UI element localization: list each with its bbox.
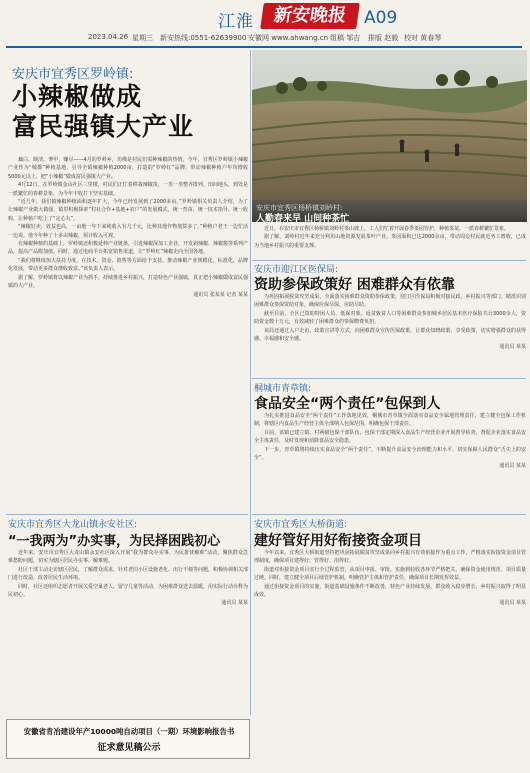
sec4-kicker: 安庆市宜秀区大龙山镇永安社区:: [8, 520, 138, 530]
lead-paragraph: 藕白、映清、蓼甲，赚尽——4月的罗岭乡，仿佛是村民们需种辣椒的热情。今年，宜秀区罗岭镇小辣椒产业作为“城都”种植基地，引导全镇辣椒种植2000亩，打造的“罗岭红”品牌，带动辣椒种植户年均增收5000元以上，把“小辣椒”做成富民强镇大产业。: [8, 157, 248, 180]
sec2-kicker: 安庆市迎江区医保局:: [254, 265, 339, 275]
masthead-region: 江淮: [218, 12, 254, 32]
public-notice-box: [6, 719, 250, 759]
typesetter: 排版 赵毅: [368, 34, 399, 42]
dateline: [0, 33, 530, 45]
tea-field-image: [252, 50, 527, 200]
lead-paragraph: 4月12日，在罗岭镇金山社区三里楼，村民们正忙着移栽辣椒苗，一垄一垄整齐排列。田间地头，到处是一派繁忙的春耕景象，为今年丰收打下坚实基础。: [8, 182, 248, 197]
sec2-byline: 通讯员 某某: [499, 344, 526, 351]
notice-title-line1: 安徽省肯冶建设年产10000吨自动项目（一期）环境影响报告书: [23, 727, 235, 736]
page-number: A09: [364, 8, 398, 28]
tea-field-photo: [252, 50, 527, 200]
lead-headline: [12, 82, 194, 142]
column-divider: [250, 50, 251, 715]
sec2-headline: 资助参保政策好 困难群众有依靠: [254, 277, 455, 293]
sec3-paragraph: 下一步，青草镇将持续压实食品安全“两个责任”，不断提升食品安全治理能力和水平，切实保障人民群众“舌尖上的安全”。: [254, 446, 526, 462]
sec4-paragraph: 同时，社区还组织志愿者开展关爱空巢老人、留守儿童等活动，为困难群众送去温暖，用实际行动诠释为民初心。: [8, 583, 248, 599]
lead-paragraph: 在辣椒种植的基础上，罗岭镇还积极延伸产业链条，引进辣椒深加工企业，开发剁辣椒、辣椒酱等系列产品，提高产品附加值。同时，通过电商平台拓宽销售渠道，让“罗岭红”辣椒走向全国各地。: [8, 241, 248, 256]
tea-story-body: [254, 225, 526, 257]
sec4-byline: 通讯员 某某: [221, 600, 248, 607]
sec2-paragraph: 该局还通过入户走访、政策宣讲等方式，向困难群众宣传医保政策，让群众知晓政策、享受政策，切实增强群众的获得感、幸福感和安全感。: [254, 327, 526, 343]
sec3-body: [254, 412, 526, 512]
sec3-byline: 通讯员 某某: [499, 463, 526, 470]
lead-paragraph: “近几年，我们镇辣椒种植面积逐年扩大，今年已经发展到了2000多亩。”罗岭镇相关负责人介绍，为了让辣椒产业做大做强，镇里积极探索“村社合作+基地+农户”的发展模式，统一育苗、统一技术指导、统一收购，让种植户吃上了“定心丸”。: [8, 199, 248, 222]
sec4-paragraph: 近年来，安庆市宜秀区大龙山镇永安社区深入开展“我为群众办实事、为民排忧解难”活动，聚焦群众急难愁盼问题，切实为辖区居民办实事、解难题。: [8, 550, 248, 565]
sec5-paragraph: 通过衔接资金项目的实施，街道基础设施条件不断改善，特色产业持续发展，群众收入稳步增长，乡村振兴取得了明显成效。: [254, 583, 526, 599]
hotline: 新安热线:0551-62639900: [160, 34, 247, 42]
sec2-body: [254, 293, 526, 375]
masthead: [0, 0, 530, 36]
lead-kicker: 安庆市宜秀区罗岭镇:: [12, 67, 134, 82]
editor: 组稿 邹吉: [330, 34, 361, 42]
sec3-paragraph: 为扎实推进食品安全“两个责任”工作落地见效，桐城市青草镇全面落实食品安全属地管理责任，建立健全包保工作机制，将辖区内食品生产经营主体全部纳入包保范围，明确包保干部责任。: [254, 413, 526, 428]
sec4-body: [8, 549, 248, 714]
photo-caption-kicker: 安庆市宜秀区杨桥镇刘岭村:: [256, 204, 343, 212]
photo-caption-title: 人勤春来早 山间种茶忙: [256, 214, 350, 224]
lead-headline-line1: 小辣椒做成: [12, 82, 143, 111]
lead-paragraph: “辣椒好卖，效益也高，一亩地一年下来纯收入有几千元，比种其他作物划算多了。”种植户老王一边忙活一边说。他今年种了十多亩辣椒，预计收入可观。: [8, 224, 248, 239]
lead-byline: 通讯员 张某某 记者 某某: [193, 291, 248, 298]
sec5-paragraph: 今年以来，宜秀区大桥街道坚持把巩固拓展脱贫攻坚成果同乡村振兴有效衔接作为重点工作，严格落实衔接资金项目管理制度，确保项目建得好、管得好、用得好。: [254, 550, 526, 565]
issue-weekday: 星期三: [132, 34, 153, 42]
sec4-paragraph: 社区干部主动走访辖区居民，了解群众需求，针对老旧小区设施老化、出行不便等问题，积极协调相关部门进行改造，改善居民生活环境。: [8, 566, 248, 582]
section-divider: [6, 514, 248, 515]
section-divider: [252, 260, 526, 261]
sec2-paragraph: 为巩固拓展脱贫攻坚成果，全面落实困难群众资助参保政策，迎江区医保局积极对接民政、乡村振兴等部门，精准识别困难群众参保资助对象，确保应保尽保、应助尽助。: [254, 294, 526, 309]
website: 安徽网 www.ahwang.cn: [248, 34, 329, 42]
sec3-kicker: 桐城市青草镇:: [254, 384, 312, 394]
sec4-headline: “一我两为”办实事，为民择困践初心: [8, 534, 221, 549]
sec5-headline: 建好管好用好衔接资金项目: [254, 533, 422, 549]
issue-date: 2023.04.26: [88, 33, 129, 41]
masthead-rule: [6, 46, 522, 48]
tea-paragraph: 据了解，刘岭村近年来充分利用山地资源发展茶叶产业，茶园面积已达2000余亩，带动周边村民就近务工增收，已成为当地乡村振兴的重要支撑。: [254, 234, 526, 249]
sec5-byline: 通讯员 某某: [499, 600, 526, 607]
lead-paragraph: “我们将继续加大扶持力度，在技术、资金、销售等方面给予支持，推动辣椒产业规模化、标准化、品牌化发展，带动更多群众增收致富。”该负责人表示。: [8, 257, 248, 273]
proofreader: 校对 黄春琴: [404, 34, 442, 42]
notice-title-line2: 征求意见稿公示: [97, 743, 161, 753]
section-divider: [252, 514, 526, 515]
sec3-headline: 食品安全“两个责任”包保到人: [254, 396, 441, 412]
newspaper-logo: 新安晚报: [260, 3, 360, 29]
section-divider: [252, 378, 526, 379]
sec3-paragraph: 目前，该镇已建立镇、村两级包保干部队伍，包保干部定期深入食品生产经营企业开展督导检查，督促企业落实食品安全主体责任，及时发现和消除食品安全隐患。: [254, 429, 526, 445]
lead-paragraph: 据了解，罗岭镇将以辣椒产业为抓手，持续推进乡村振兴，打造特色产业强镇，真正把小辣椒做成富民强镇的大产业。: [8, 274, 248, 290]
sec2-paragraph: 截至目前，全区已资助特困人员、低保对象、返贫致贫人口等困难群众参加城乡居民基本医疗保险共计3000余人，资助资金数十万元，有效减轻了困难群众的参保缴费负担。: [254, 310, 526, 326]
sec5-kicker: 安庆市宜秀区大桥街道:: [254, 520, 348, 530]
lead-headline-line2: 富民强镇大产业: [12, 112, 195, 141]
sec5-paragraph: 街道对衔接资金项目实行全过程监管，从项目申报、审批、实施到验收各环节严格把关，确保资金使用规范、项目质量过硬。同时，建立健全项目后续管护机制，明确管护主体和管护责任，确保项目长期发挥效益。: [254, 566, 526, 582]
tea-paragraph: 近日，在安庆市宜秀区杨桥镇刘岭村茶山坡上，工人们忙着开展春季茶园管护，种植茶苗，一派春耕繁忙景象。: [264, 226, 510, 232]
sec5-body: [254, 549, 526, 764]
lead-body: [8, 156, 248, 512]
